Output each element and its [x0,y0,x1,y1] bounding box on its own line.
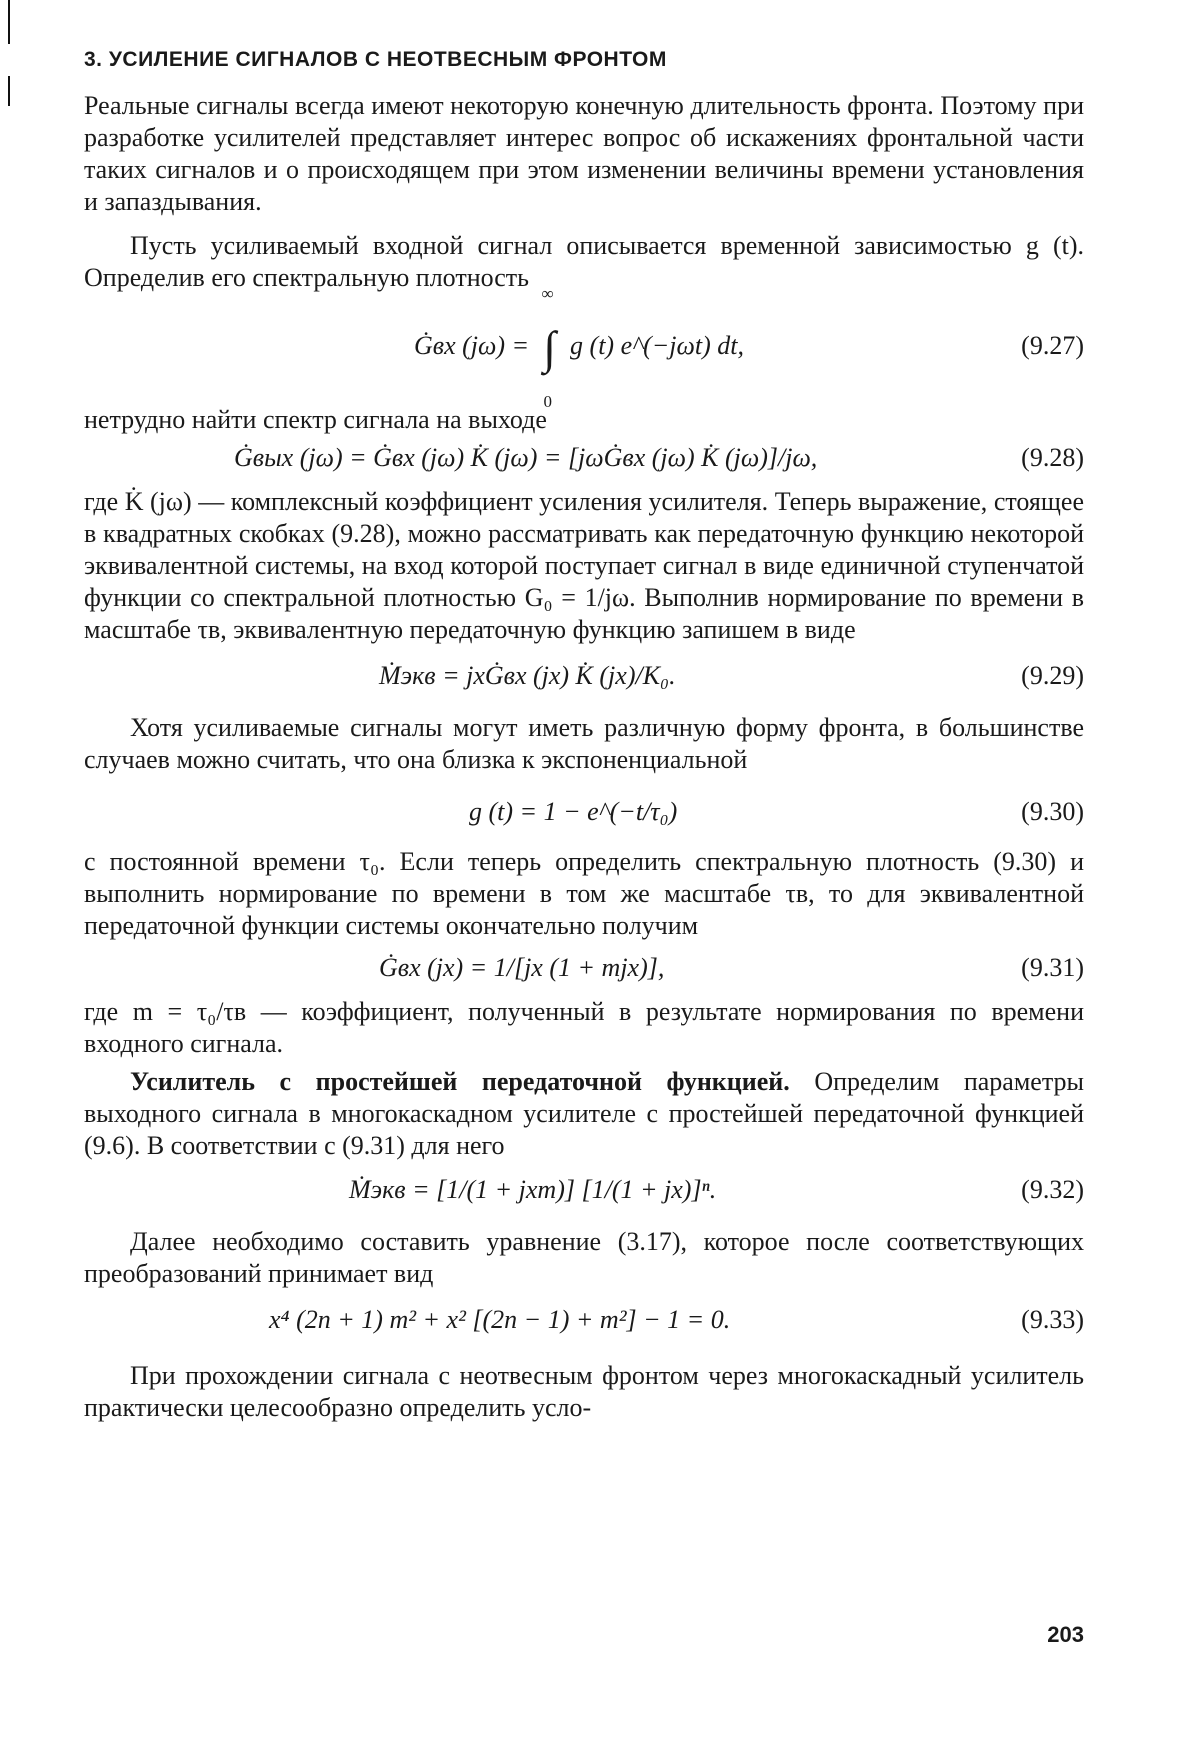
formula-9-27-expr [414,284,744,411]
formula-9-31 [84,946,1084,990]
integral-sign [536,284,564,411]
formula-9-33 [84,1298,1084,1342]
section-heading: 3. УСИЛЕНИЕ СИГНАЛОВ С НЕОТВЕСНЫМ ФРОНТОМ [84,48,667,71]
formula-9-28-expr: Ġвых (jω) = Ġвх (jω) K̇ (jω) = [jωĠвх (jω) K̇ (jω)]/jω, [234,443,818,472]
formula-9-27 [84,284,1084,411]
spacer [84,218,1084,230]
paragraph-3: нетрудно найти спектр сигнала на выходе [84,405,547,434]
paragraph-5: Хотя усиливаемые сигналы могут иметь различную форму фронта, в большинстве случаев можно считать, что она близка к экспоненциальной [84,713,1084,774]
formula-9-33-expr: x⁴ (2n + 1) m² + x² [(2n − 1) + m²] − 1 = 0. [269,1305,731,1334]
formula-number-9-27: (9.27) [1021,331,1084,360]
formula-9-31-expr: Ġвх (jx) = 1/[jx (1 + mjx)], [379,953,665,982]
margin-rule-mid [8,76,10,106]
paragraph-4: где K̇ (jω) — комплексный коэффициент усиления усилителя. Теперь выражение, стоящее в квадратных скобках (9.28), можно рассматривать как передаточную функцию некоторой эквивалентной системы, на вход которой поступает сигнал в виде единичной ступенчатой функции со спектральной плотностью G₀ = 1/jω. Выполнив нормирование по времени в масштабе τв, эквивалентную передаточную функцию запишем в виде [84,487,1084,644]
page-content [84,48,1084,1424]
paragraph-2: Пусть усиливаемый входной сигнал описывается временной зависимостью g (t). Определив его спектральную плотность [84,231,1084,292]
paragraph-10: При прохождении сигнала с неотвесным фронтом через многокаскадный усилитель практически целесообразно определить усло- [84,1361,1084,1422]
paragraph-8 [84,1066,1084,1162]
paragraph-8-subheading: Усилитель с простейшей передаточной функцией. [130,1067,790,1096]
formula-9-27-lhs: Ġвх (jω) = [414,331,536,360]
formula-9-29-expr: Ṁэкв = jxĠвх (jx) K̇ (jx)/K₀. [379,661,676,690]
paragraph-9: Далее необходимо составить уравнение (3.17), которое после соответствующих преобразований принимает вид [84,1227,1084,1288]
paragraph-7: где m = τ₀/τв — коэффициент, полученный в результате нормирования по времени входного сигнала. [84,997,1084,1058]
paragraph-6: с постоянной времени τ₀. Если теперь определить спектральную плотность (9.30) и выполнить нормирование по времени в том же масштабе τв, то для эквивалентной передаточной функции системы окончательно получим [84,847,1084,940]
formula-9-30 [84,790,1084,834]
formula-number-9-32: (9.32) [1021,1175,1084,1204]
page-number: 203 [1047,1622,1084,1647]
paragraph-8-text: Определим параметры выходного сигнала в многокаскадном усилителе с простейшей передаточной функцией (9.6). В соответствии с (9.31) для него [84,1067,1084,1160]
formula-9-32 [84,1168,1084,1212]
formula-9-28 [84,436,1084,480]
margin-rule-top [8,0,10,44]
formula-number-9-28: (9.28) [1021,443,1084,472]
formula-number-9-29: (9.29) [1021,661,1084,690]
integral-lower-limit: 0 [543,392,553,411]
formula-number-9-31: (9.31) [1021,953,1084,982]
formula-9-30-expr: g (t) = 1 − e^(−t/τ₀) [469,797,678,826]
integral-symbol: ∫ [543,322,556,374]
formula-9-27-rhs: g (t) e^(−jωt) dt, [563,331,744,360]
paragraph-1: Реальные сигналы всегда имеют некоторую конечную длительность фронта. Поэтому при разработке усилителей представляет интерес вопрос об искажениях фронтальной части таких сигналов и о происходящем при этом изменении величины времени установления и запаздывания. [84,91,1084,216]
integral-upper-limit: ∞ [541,284,554,303]
formula-number-9-33: (9.33) [1021,1305,1084,1334]
formula-9-29 [84,654,1084,698]
formula-number-9-30: (9.30) [1021,797,1084,826]
formula-9-32-expr: Ṁэкв = [1/(1 + jxm)] [1/(1 + jx)]ⁿ. [349,1175,717,1204]
